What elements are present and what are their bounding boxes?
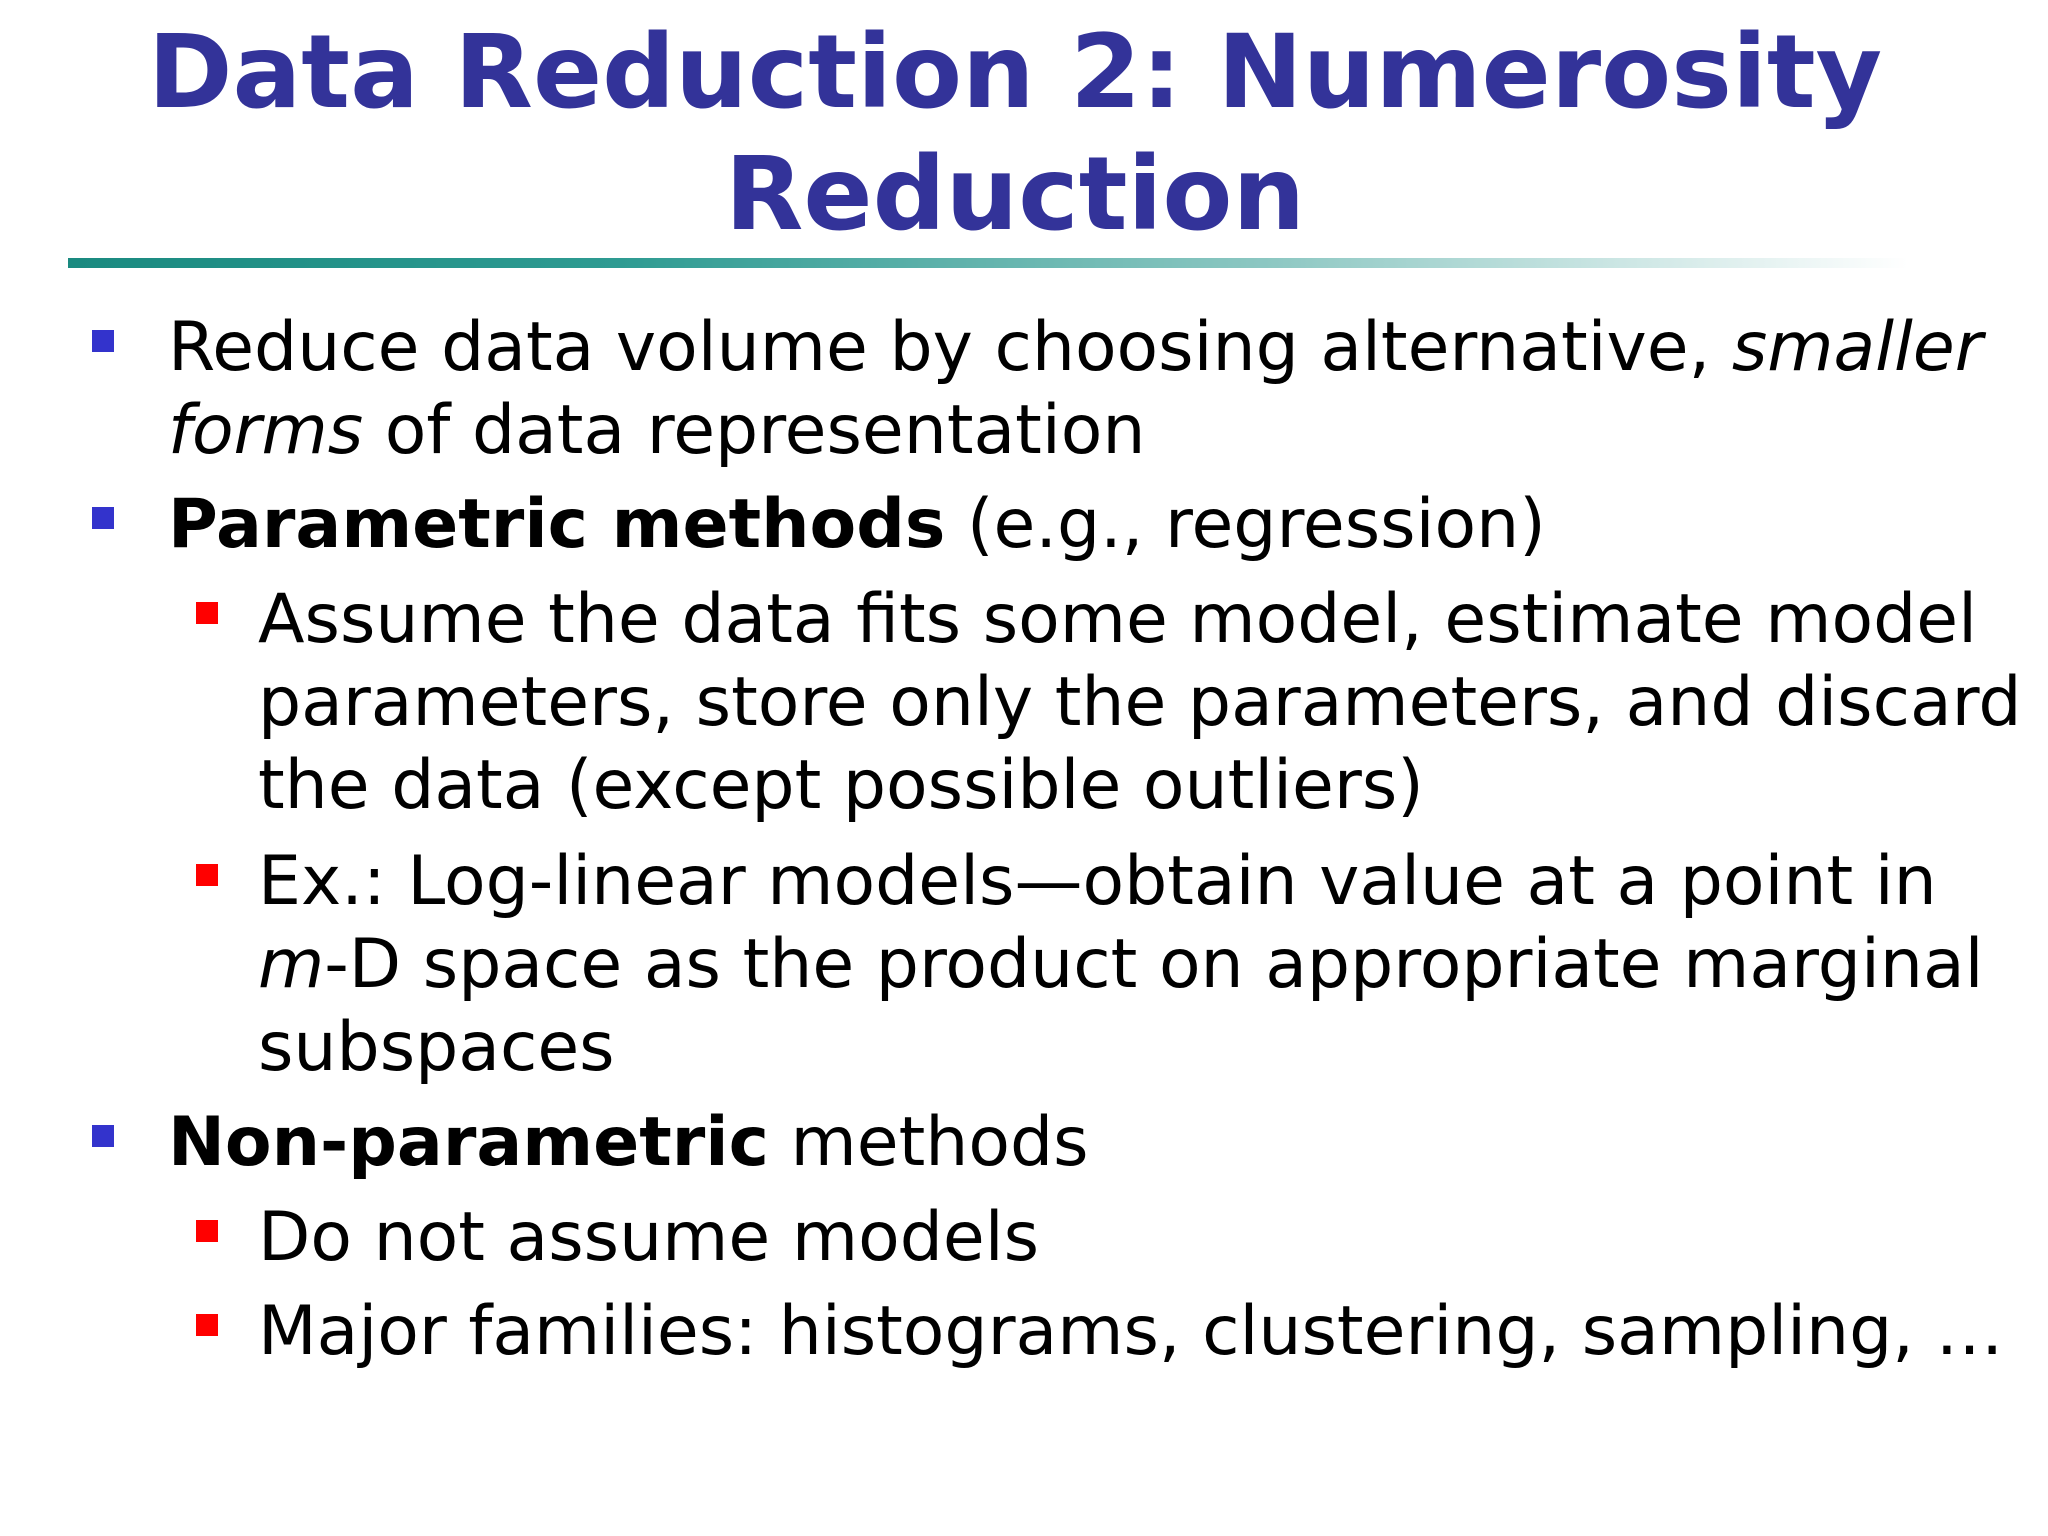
sub-bullet-2-1-line-2: parameters, store only the parameters, and discard [258, 663, 2022, 742]
sub-bullet-marker-2-1 [196, 602, 218, 624]
sub-bullet-marker-3-1 [196, 1220, 218, 1242]
sub-bullet-2-1-line-3: the data (except possible outliers) [258, 746, 1424, 825]
bullet-marker-1 [92, 330, 114, 352]
sub-bullet-2-2-italic-text: m [258, 925, 325, 1004]
bullet-2-line-1 [168, 483, 1546, 566]
bullet-1-text: Reduce data volume by choosing alternative, [168, 308, 1732, 387]
bullet-marker-3 [92, 1125, 114, 1147]
sub-bullet-item-3-1 [258, 1196, 1039, 1279]
slide-title-line-2: Reduction [724, 135, 1306, 254]
bullet-item-3 [168, 1101, 1089, 1184]
bullet-2-text: (e.g., regression) [945, 485, 1546, 564]
sub-bullet-3-2-line-1: Major families: histograms, clustering, sampling, … [258, 1292, 2004, 1371]
bullet-item-1 [168, 306, 1983, 472]
bullet-1-italic-text-2: forms [168, 391, 364, 470]
bullet-1-line-1 [168, 306, 1983, 389]
bullet-item-2 [168, 483, 1546, 566]
sub-bullet-2-1-line-1: Assume the data fits some model, estimate model [258, 580, 1977, 659]
sub-bullet-item-2-2 [258, 840, 1984, 1089]
bullet-marker-2 [92, 507, 114, 529]
sub-bullet-marker-3-2 [196, 1314, 218, 1336]
sub-bullet-2-2-line-2 [258, 923, 1984, 1006]
sub-bullet-3-1-line-1: Do not assume models [258, 1198, 1040, 1277]
bullet-1-text-2: of data representation [363, 391, 1146, 470]
sub-bullet-2-2-line-3: subspaces [258, 1008, 615, 1087]
bullet-2-bold-text: Parametric methods [168, 485, 946, 564]
bullet-3-line-1 [168, 1101, 1089, 1184]
sub-bullet-marker-2-2 [196, 864, 218, 886]
bullet-1-line-2 [168, 389, 1983, 472]
sub-bullet-2-2-line-1: Ex.: Log-linear models—obtain value at a point in [258, 842, 1937, 921]
sub-bullet-item-2-1 [258, 578, 2022, 827]
slide-title-line-1: Data Reduction 2: Numerosity [147, 13, 1883, 132]
bullet-3-bold-text: Non-parametric [168, 1103, 769, 1182]
sub-bullet-2-2-text: -D space as the product on appropriate marginal [324, 925, 1984, 1004]
bullet-1-italic-text: smaller [1731, 308, 1983, 387]
bullet-3-text: methods [768, 1103, 1089, 1182]
sub-bullet-item-3-2 [258, 1290, 2004, 1373]
